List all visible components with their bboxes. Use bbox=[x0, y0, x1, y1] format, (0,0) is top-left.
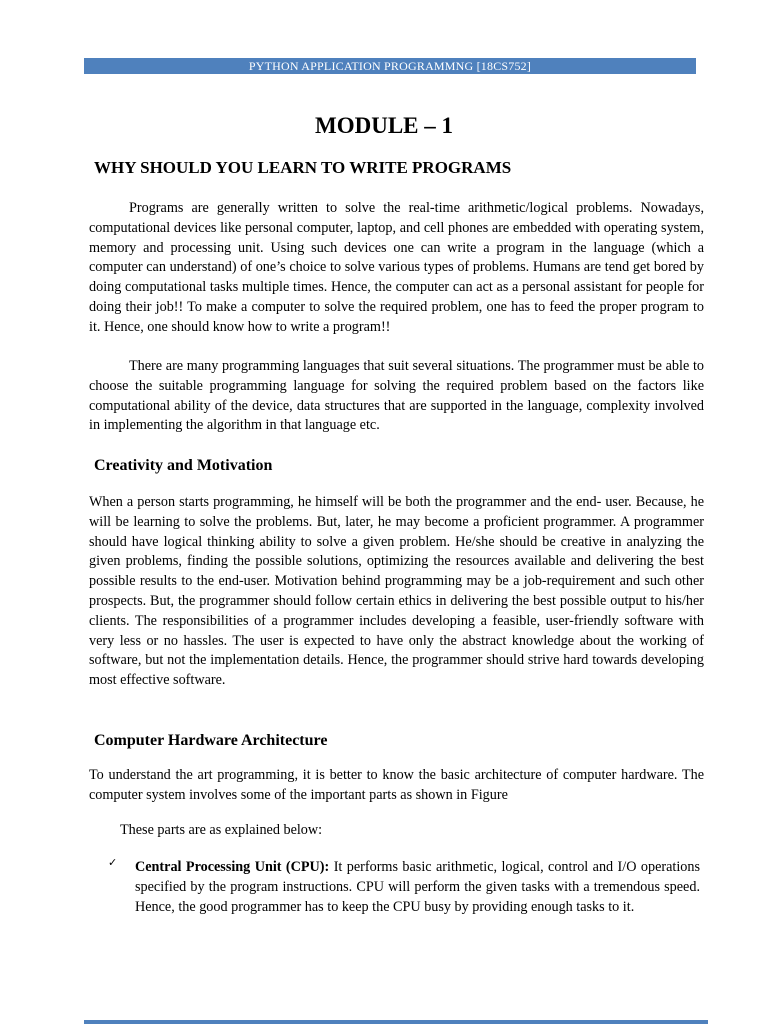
section-heading-creativity: Creativity and Motivation bbox=[94, 457, 273, 474]
section-heading-hardware: Computer Hardware Architecture bbox=[94, 732, 328, 749]
page-header-bar bbox=[84, 58, 696, 74]
module-title: MODULE – 1 bbox=[315, 113, 453, 138]
page-footer-bar bbox=[84, 1020, 708, 1024]
paragraph-hardware-intro: To understand the art programming, it is better to know the basic architecture of computer hardware. The computer system involves some of the important parts as shown in Figure bbox=[89, 767, 704, 803]
course-title: PYTHON APPLICATION PROGRAMMNG [18CS752] bbox=[248, 59, 532, 73]
section-heading-why-learn: WHY SHOULD YOU LEARN TO WRITE PROGRAMS bbox=[94, 158, 512, 177]
paragraph-why-2: There are many programming languages that suit several situations. The programmer must be able to choose the suitable programming language for solving the required problem based on the factors like computational ability of the device, data structures that are supported in the language, complexity involved in implementing the algorithm in that language etc. bbox=[89, 358, 704, 434]
checkmark-icon: ✓ bbox=[108, 856, 118, 869]
bullet-item-cpu bbox=[135, 858, 700, 917]
paragraph-creativity: When a person starts programming, he himself will be both the programmer and the end- user. Because, he will be learning to solve the problems. But, later, he may become a proficient programmer. A programmer should have logical thinking ability to solve a given problem. He/she should be creative in analyzing the given problems, finding the possible solutions, optimizing the resources available and delivering the best possible results to the end-user. Motivation behind programming may be a job-requirement and such other prospects. But, the programmer should follow certain ethics in delivering the best possible output to his/her clients. The responsibilities of a programmer includes developing a feasible, user-friendly software with very less or no hassles. The user is expected to have only the abstract knowledge about the working of software, but not the implementation details. Hence, the programmer should strive hard towards developing most effective software. bbox=[89, 494, 704, 689]
bullet-desc-cpu: It performs basic arithmetic, logical, control and I/O operations specified by the program instructions. CPU will perform the given tasks with a tremendous speed. Hence, the good programmer has to keep the CPU busy by providing enough tasks to it. bbox=[135, 859, 700, 915]
bullet-term-cpu: Central Processing Unit (CPU): bbox=[135, 859, 330, 875]
paragraph-why-1: Programs are generally written to solve the real-time arithmetic/logical problems. Nowadays, computational devices like personal computer, laptop, and cell phones are embedded with operating system, memory and processing unit. Using such devices one can write a program in the language (which a computer can understand) of one’s choice to solve various types of problems. Humans are tend get bored by doing computational tasks multiple times. Hence, the computer can act as a personal assistant for people for doing their job!! To make a computer to solve the required problem, one has to feed the proper program to it. Hence, one should know how to write a program!! bbox=[89, 200, 704, 335]
paragraph-hardware-parts: These parts are as explained below: bbox=[120, 822, 323, 838]
